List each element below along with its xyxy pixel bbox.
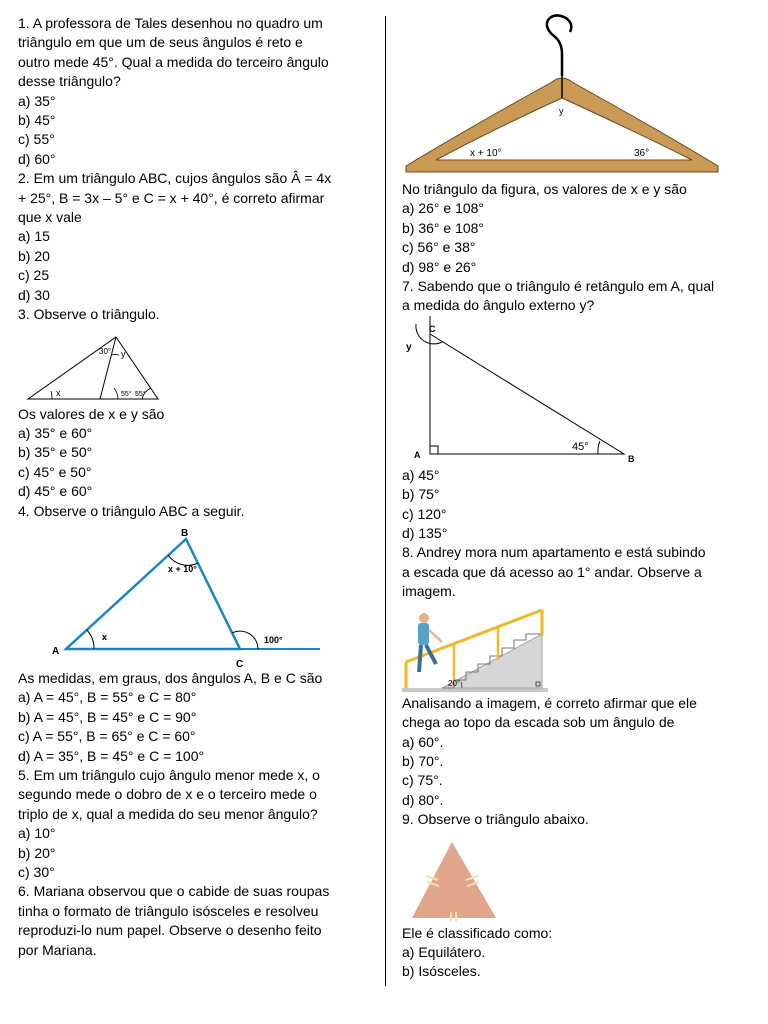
q2-option-b: b) 20 [18,247,50,264]
question-4 [18,502,378,766]
q2-option-d: d) 30 [18,286,50,303]
q8-text-line: chega ao topo da escada sob um ângulo de [402,714,675,731]
question-2 [18,169,378,305]
hanger-label-right: 36° [634,148,650,159]
q9-text-line: 9. Observe o triângulo abaixo. [402,811,589,828]
q8-option-a: a) 60°. [402,733,444,750]
hanger-label-x: x + 10° [470,148,502,159]
q6-text-line: No triângulo da figura, os valores de x e y são [402,181,687,197]
q8-text-line: a escada que dá acesso ao 1° andar. Observe a [402,563,702,580]
q4-text-line: As medidas, em graus, dos ângulos A, B e C são [18,669,323,686]
q1-option-c: c) 55° [18,131,55,148]
q7-label-A: A [414,449,421,460]
q1-text-line: desse triângulo? [18,73,121,90]
q5-option-a: a) 10° [18,825,56,842]
q4-option-a: a) A = 45°, B = 55° e C = 80° [18,689,197,706]
q3-label-mid: 55° [121,390,132,398]
q9-text-line: Ele é classificado como: [402,924,553,941]
q7-text-line: 7. Sabendo que o triângulo é retângulo em A, qual [402,278,715,295]
q7-text-line: a medida do ângulo externo y? [402,297,595,314]
q5-text-line: 5. Em um triângulo cujo ângulo menor mede x, o [18,766,320,783]
q6-text-line: tinha o formato de triângulo isósceles e resolveu [18,902,319,919]
q8-option-c: c) 75°. [402,772,443,789]
q2-option-a: a) 15 [18,228,50,245]
q9-option-b: b) Isósceles. [402,963,481,980]
column-divider [385,16,386,986]
q3-text-line: 3. Observe o triângulo. [18,306,160,323]
q7-option-d: d) 135° [402,525,448,542]
q9-option-a: a) Equilátero. [402,943,486,960]
q3-triangle-figure [18,325,168,405]
q3-label-top: 30° [99,346,112,356]
q6-text-line: 6. Mariana observou que o cabide de suas roupas [18,883,330,900]
q7-label-C: C [429,323,436,334]
q7-option-a: a) 45° [402,466,440,483]
q1-option-b: b) 45° [18,112,56,129]
q2-text-line: 2. Em um triângulo ABC, cujos ângulos são Â = 4x [18,170,332,187]
q5-text-line: segundo mede o dobro de x e o terceiro mede o [18,786,317,803]
hanger-figure [402,14,722,180]
q4-option-d: d) A = 35°, B = 45° e C = 100° [18,747,205,764]
q2-text-line: que x vale [18,209,82,226]
q7-label-angle-B: 45° [572,440,589,453]
q1-option-a: a) 35° [18,92,56,109]
q2-option-c: c) 25 [18,267,50,284]
q3-option-c: c) 45° e 50° [18,463,92,480]
q4-label-C: C [236,658,244,669]
q7-label-y: y [406,341,412,353]
q3-option-b: b) 35° e 50° [18,444,93,461]
q6-option-d: d) 98° e 26° [402,258,477,275]
q1-text-line: outro mede 45°. Qual a medida do terceiro ângulo [18,53,329,70]
q4-triangle-figure [18,521,328,669]
q4-label-A: A [52,645,60,657]
q8-text-line: imagem. [402,583,456,600]
q7-triangle-figure [402,316,642,466]
q7-label-B: B [628,453,635,464]
q3-option-a: a) 35° e 60° [18,424,93,441]
q6-text-line: por Mariana. [18,941,97,958]
q5-option-c: c) 30° [18,864,55,880]
q4-option-c: c) A = 55°, B = 65° e C = 60° [18,728,196,745]
q3-label-right: 55° [135,390,146,398]
q4-text-line: 4. Observe o triângulo ABC a seguir. [18,502,245,519]
q7-option-b: b) 75° [402,486,440,503]
hanger-label-y: y [559,106,564,116]
staircase-angle-label: 20° [448,678,461,688]
question-6-continued [402,14,752,277]
left-column [18,14,378,960]
q3-option-d: d) 45° e 60° [18,483,93,500]
q5-text-line: triplo de x, qual a medida do seu menor ângulo? [18,805,318,822]
staircase-figure [402,602,552,694]
q7-option-c: c) 120° [402,505,447,522]
question-8 [402,543,752,810]
question-5 [18,766,378,882]
q4-label-B: B [181,527,189,539]
q6-option-b: b) 36° e 108° [402,219,485,236]
q3-text-line: Os valores de x e y são [18,405,165,422]
q4-label-exterior: 100° [264,634,283,645]
question-3 [18,305,378,501]
question-7 [402,277,752,543]
q6-text-line: reproduzi-lo num papel. Observe o desenho feito [18,922,322,939]
q6-option-a: a) 26° e 108° [402,200,485,217]
q1-text-line: triângulo em que um de seus ângulos é reto e [18,34,303,51]
q8-text-line: 8. Andrey mora num apartamento e está subindo [402,544,706,561]
q8-option-d: d) 80°. [402,791,444,808]
right-column [402,14,752,982]
q4-label-angle-A: x [102,631,108,642]
isosceles-triangle-figure [402,830,522,924]
q1-text-line: 1. A professora de Tales desenhou no quadro um [18,15,323,31]
q3-label-x: x [56,387,61,398]
q1-option-d: d) 60° [18,150,56,167]
q4-option-b: b) A = 45°, B = 45° e C = 90° [18,708,197,725]
q6-option-c: c) 56° e 38° [402,239,476,256]
q5-option-b: b) 20° [18,844,56,861]
q8-option-b: b) 70°. [402,752,444,769]
q4-label-angle-B: x + 10° [168,563,197,574]
question-6 [18,882,378,960]
q8-text-line: Analisando a imagem, é correto afirmar que ele [402,694,697,711]
question-9 [402,810,752,982]
q2-text-line: + 25°, B = 3x – 5° e C = x + 40°, é correto afirmar [18,189,325,206]
q3-label-y: y [121,348,126,359]
question-1 [18,14,378,169]
